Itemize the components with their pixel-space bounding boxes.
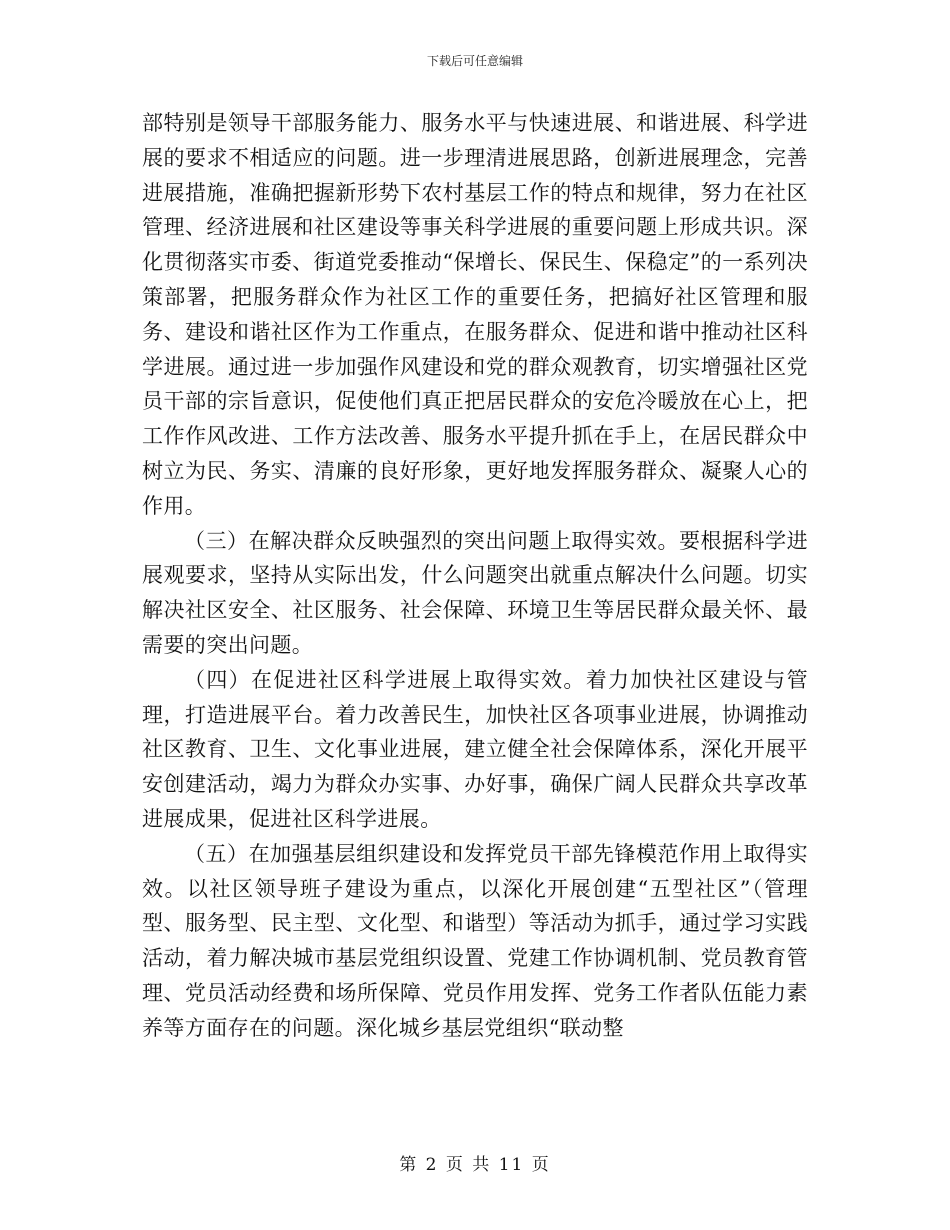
document-body	[142, 106, 808, 1046]
page-number-footer: 第 2 页 共 11 页	[399, 1155, 551, 1175]
paragraph-item-3: （三）在解决群众反映强烈的突出问题上取得实效。要根据科学进展观要求，坚持从实际出发，什么问题突出就重点解决什么问题。切实解决社区安全、社区服务、社会保障、环境卫生等居民群众最关怀、最需要的突出问题。	[142, 528, 808, 657]
paragraph-item-5: （五）在加强基层组织建设和发挥党员干部先锋模范作用上取得实效。以社区领导班子建设为重点，以深化开展创建“五型社区”（管理型、服务型、民主型、文化型、和谐型）等活动为抓手，通过学习实践活动，着力解决城市基层党组织设置、党建工作协调机制、党员教育管理、党员活动经费和场所保障、党员作用发挥、党务工作者队伍能力素养等方面存在的问题。深化城乡基层党组织“联动整	[142, 841, 808, 1040]
paragraph-item-4: （四）在促进社区科学进展上取得实效。着力加快社区建设与管理，打造进展平台。着力改善民生，加快社区各项事业进展，协调推动社区教育、卫生、文化事业进展，建立健全社会保障体系，深化开展平安创建活动，竭力为群众办实事、办好事，确保广阔人民群众共享改革进展成果，促进社区科学进展。	[142, 667, 808, 831]
page-header: 下载后可任意编辑	[426, 54, 523, 68]
paragraph-continued: 部特别是领导干部服务能力、服务水平与快速进展、和谐进展、科学进展的要求不相适应的问题。进一步理清进展思路，创新进展理念，完善进展措施，准确把握新形势下农村基层工作的特点和规律，努力在社区管理、经济进展和社区建设等事关科学进展的重要问题上形成共识。深化贯彻落实市委、街道党委推动“保增长、保民生、保稳定”的一系列决策部署，把服务群众作为社区工作的重要任务，把搞好社区管理和服务、建设和谐社区作为工作重点，在服务群众、促进和谐中推动社区科学进展。通过进一步加强作风建设和党的群众观教育，切实增强社区党员干部的宗旨意识，促使他们真正把居民群众的安危冷暖放在心上，把工作作风改进、工作方法改善、服务水平提升抓在手上，在居民群众中树立为民、务实、清廉的良好形象，更好地发挥服务群众、凝聚人心的作用。	[142, 111, 808, 518]
